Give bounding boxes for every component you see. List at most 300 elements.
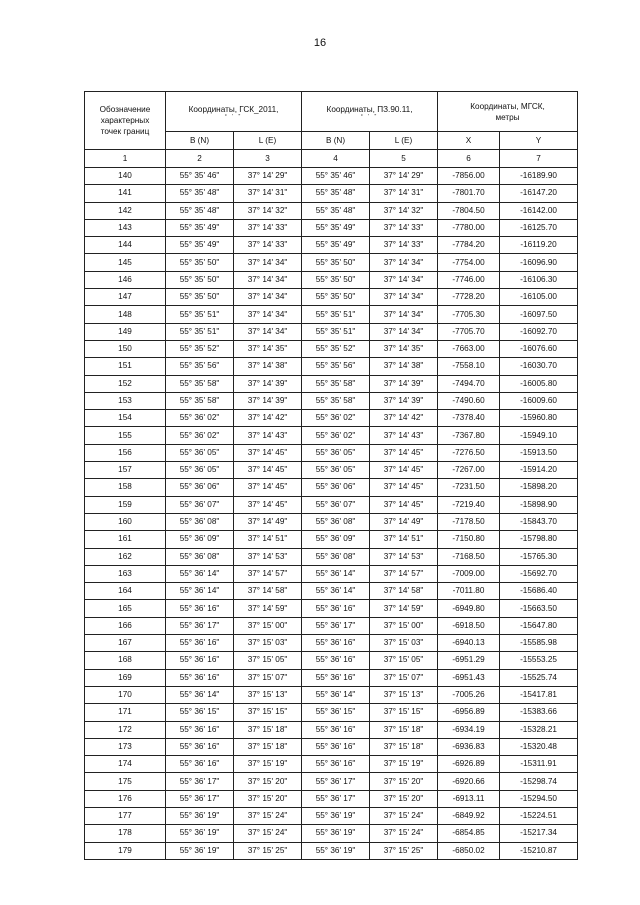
- point-id-cell: 153: [85, 392, 166, 409]
- point-id-cell: 162: [85, 548, 166, 565]
- gsk-l-cell: 37° 14' 33": [234, 219, 302, 236]
- pz-b-cell: 55° 35' 50": [302, 254, 370, 271]
- pz-b-cell: 55° 36' 02": [302, 410, 370, 427]
- mgsk-x-cell: -7168.50: [438, 548, 500, 565]
- pz-l-cell: 37° 14' 33": [370, 237, 438, 254]
- pz-l-cell: 37° 14' 34": [370, 271, 438, 288]
- point-id-cell: 179: [85, 842, 166, 859]
- header-pz9011: [302, 92, 438, 132]
- gsk-b-cell: 55° 35' 49": [166, 219, 234, 236]
- gsk-b-cell: 55° 35' 50": [166, 271, 234, 288]
- table-row: [85, 410, 578, 427]
- gsk-l-cell: 37° 14' 49": [234, 513, 302, 530]
- gsk-b-cell: 55° 36' 16": [166, 635, 234, 652]
- point-id-cell: 163: [85, 565, 166, 582]
- subheader-l-pz: L (E): [370, 132, 438, 150]
- mgsk-y-cell: -16106.30: [500, 271, 578, 288]
- mgsk-x-cell: -7558.10: [438, 358, 500, 375]
- mgsk-x-cell: -6849.92: [438, 807, 500, 824]
- pz-b-cell: 55° 36' 16": [302, 756, 370, 773]
- gsk-b-cell: 55° 36' 19": [166, 825, 234, 842]
- point-id-cell: 144: [85, 237, 166, 254]
- gsk-l-cell: 37° 14' 34": [234, 323, 302, 340]
- gsk-l-cell: 37° 14' 57": [234, 565, 302, 582]
- mgsk-y-cell: -15843.70: [500, 513, 578, 530]
- mgsk-x-cell: -7663.00: [438, 340, 500, 357]
- mgsk-y-cell: -15217.34: [500, 825, 578, 842]
- mgsk-y-cell: -16105.00: [500, 289, 578, 306]
- gsk-l-cell: 37° 14' 45": [234, 444, 302, 461]
- pz-b-cell: 55° 36' 08": [302, 548, 370, 565]
- point-id-cell: 178: [85, 825, 166, 842]
- table-row: [85, 219, 578, 236]
- pz-l-cell: 37° 14' 45": [370, 479, 438, 496]
- gsk-l-cell: 37° 14' 29": [234, 168, 302, 185]
- pz-l-cell: 37° 14' 31": [370, 185, 438, 202]
- point-id-cell: 152: [85, 375, 166, 392]
- point-id-cell: 157: [85, 462, 166, 479]
- column-number: 5: [370, 150, 438, 168]
- pz-b-cell: 55° 36' 14": [302, 583, 370, 600]
- mgsk-x-cell: -7728.20: [438, 289, 500, 306]
- point-id-cell: 176: [85, 790, 166, 807]
- gsk-b-cell: 55° 36' 06": [166, 479, 234, 496]
- mgsk-y-cell: -15898.90: [500, 496, 578, 513]
- pz-b-cell: 55° 35' 50": [302, 271, 370, 288]
- header-pz9011-title: Координаты, ПЗ.90.11,: [326, 104, 413, 114]
- page-number: 16: [313, 37, 327, 49]
- mgsk-y-cell: -16142.00: [500, 202, 578, 219]
- gsk-l-cell: 37° 15' 24": [234, 807, 302, 824]
- gsk-b-cell: 55° 35' 50": [166, 254, 234, 271]
- pz-b-cell: 55° 35' 56": [302, 358, 370, 375]
- gsk-b-cell: 55° 35' 46": [166, 168, 234, 185]
- table-row: [85, 790, 578, 807]
- pz-b-cell: 55° 36' 16": [302, 721, 370, 738]
- point-id-cell: 149: [85, 323, 166, 340]
- pz-l-cell: 37° 14' 35": [370, 340, 438, 357]
- mgsk-y-cell: -15686.40: [500, 583, 578, 600]
- gsk-l-cell: 37° 14' 51": [234, 531, 302, 548]
- gsk-b-cell: 55° 35' 58": [166, 392, 234, 409]
- point-id-cell: 160: [85, 513, 166, 530]
- gsk-b-cell: 55° 35' 58": [166, 375, 234, 392]
- mgsk-x-cell: -6936.83: [438, 738, 500, 755]
- mgsk-y-cell: -16119.20: [500, 237, 578, 254]
- pz-b-cell: 55° 36' 05": [302, 462, 370, 479]
- header-gsk2011-units: ° ' ": [224, 113, 243, 120]
- table-row: [85, 756, 578, 773]
- gsk-l-cell: 37° 15' 00": [234, 617, 302, 634]
- pz-l-cell: 37° 14' 45": [370, 462, 438, 479]
- mgsk-x-cell: -7219.40: [438, 496, 500, 513]
- header-point-line-3: точек границ: [100, 127, 150, 136]
- gsk-b-cell: 55° 36' 19": [166, 842, 234, 859]
- mgsk-x-cell: -7005.26: [438, 686, 500, 703]
- mgsk-y-cell: -16005.80: [500, 375, 578, 392]
- subheader-b-gsk: B (N): [166, 132, 234, 150]
- gsk-b-cell: 55° 36' 16": [166, 669, 234, 686]
- pz-b-cell: 55° 35' 49": [302, 219, 370, 236]
- mgsk-x-cell: -6913.11: [438, 790, 500, 807]
- mgsk-y-cell: -15960.80: [500, 410, 578, 427]
- gsk-l-cell: 37° 14' 45": [234, 462, 302, 479]
- pz-b-cell: 55° 36' 06": [302, 479, 370, 496]
- gsk-b-cell: 55° 36' 14": [166, 583, 234, 600]
- pz-b-cell: 55° 35' 51": [302, 323, 370, 340]
- gsk-b-cell: 55° 35' 48": [166, 185, 234, 202]
- pz-l-cell: 37° 15' 05": [370, 652, 438, 669]
- point-id-cell: 143: [85, 219, 166, 236]
- subheader-l-gsk: L (E): [234, 132, 302, 150]
- table-row: [85, 496, 578, 513]
- pz-b-cell: 55° 35' 50": [302, 289, 370, 306]
- header-gsk2011: [166, 92, 302, 132]
- gsk-l-cell: 37° 14' 43": [234, 427, 302, 444]
- mgsk-x-cell: -6949.80: [438, 600, 500, 617]
- gsk-b-cell: 55° 36' 14": [166, 686, 234, 703]
- gsk-l-cell: 37° 14' 34": [234, 306, 302, 323]
- gsk-b-cell: 55° 36' 09": [166, 531, 234, 548]
- mgsk-x-cell: -7494.70: [438, 375, 500, 392]
- pz-l-cell: 37° 14' 45": [370, 496, 438, 513]
- mgsk-x-cell: -6918.50: [438, 617, 500, 634]
- table-row: [85, 513, 578, 530]
- pz-b-cell: 55° 35' 46": [302, 168, 370, 185]
- gsk-b-cell: 55° 36' 08": [166, 513, 234, 530]
- pz-l-cell: 37° 14' 34": [370, 254, 438, 271]
- table-row: [85, 652, 578, 669]
- point-id-cell: 148: [85, 306, 166, 323]
- table-row: [85, 565, 578, 582]
- gsk-l-cell: 37° 14' 39": [234, 392, 302, 409]
- table-row: [85, 548, 578, 565]
- gsk-b-cell: 55° 36' 17": [166, 790, 234, 807]
- mgsk-y-cell: -16097.50: [500, 306, 578, 323]
- pz-l-cell: 37° 14' 33": [370, 219, 438, 236]
- mgsk-y-cell: -15914.20: [500, 462, 578, 479]
- gsk-l-cell: 37° 15' 05": [234, 652, 302, 669]
- pz-l-cell: 37° 15' 20": [370, 790, 438, 807]
- pz-b-cell: 55° 36' 08": [302, 513, 370, 530]
- pz-b-cell: 55° 36' 19": [302, 842, 370, 859]
- mgsk-y-cell: -15585.98: [500, 635, 578, 652]
- table-row: [85, 340, 578, 357]
- point-id-cell: 164: [85, 583, 166, 600]
- mgsk-x-cell: -6940.13: [438, 635, 500, 652]
- gsk-b-cell: 55° 35' 50": [166, 289, 234, 306]
- point-id-cell: 171: [85, 704, 166, 721]
- pz-l-cell: 37° 14' 39": [370, 375, 438, 392]
- gsk-b-cell: 55° 36' 05": [166, 444, 234, 461]
- table-row: [85, 237, 578, 254]
- mgsk-x-cell: -6920.66: [438, 773, 500, 790]
- point-id-cell: 177: [85, 807, 166, 824]
- gsk-l-cell: 37° 15' 20": [234, 773, 302, 790]
- mgsk-y-cell: -15383.66: [500, 704, 578, 721]
- point-id-cell: 150: [85, 340, 166, 357]
- gsk-l-cell: 37° 15' 07": [234, 669, 302, 686]
- gsk-l-cell: 37° 14' 45": [234, 496, 302, 513]
- mgsk-y-cell: -16096.90: [500, 254, 578, 271]
- table-row: [85, 600, 578, 617]
- gsk-l-cell: 37° 14' 33": [234, 237, 302, 254]
- table-row: [85, 462, 578, 479]
- column-number: 3: [234, 150, 302, 168]
- table-row: [85, 323, 578, 340]
- table-header: [85, 92, 578, 168]
- gsk-b-cell: 55° 35' 49": [166, 237, 234, 254]
- table-row: [85, 202, 578, 219]
- table-row: [85, 686, 578, 703]
- mgsk-y-cell: -16009.60: [500, 392, 578, 409]
- pz-l-cell: 37° 15' 18": [370, 721, 438, 738]
- gsk-b-cell: 55° 36' 17": [166, 617, 234, 634]
- mgsk-y-cell: -16125.70: [500, 219, 578, 236]
- mgsk-x-cell: -7178.50: [438, 513, 500, 530]
- mgsk-x-cell: -7780.00: [438, 219, 500, 236]
- gsk-l-cell: 37° 15' 24": [234, 825, 302, 842]
- table-row: [85, 375, 578, 392]
- mgsk-y-cell: -15298.74: [500, 773, 578, 790]
- pz-b-cell: 55° 35' 51": [302, 306, 370, 323]
- pz-l-cell: 37° 15' 13": [370, 686, 438, 703]
- table-row: [85, 669, 578, 686]
- table-row: [85, 825, 578, 842]
- subheader-x: X: [438, 132, 500, 150]
- table-row: [85, 807, 578, 824]
- mgsk-x-cell: -7011.80: [438, 583, 500, 600]
- pz-b-cell: 55° 36' 16": [302, 738, 370, 755]
- gsk-l-cell: 37° 14' 53": [234, 548, 302, 565]
- gsk-l-cell: 37° 15' 19": [234, 756, 302, 773]
- pz-b-cell: 55° 36' 16": [302, 600, 370, 617]
- pz-l-cell: 37° 14' 57": [370, 565, 438, 582]
- mgsk-x-cell: -6956.89: [438, 704, 500, 721]
- header-mgsk-title: Координаты, МГСК,: [470, 101, 545, 111]
- subheader-b-pz: B (N): [302, 132, 370, 150]
- mgsk-y-cell: -15949.10: [500, 427, 578, 444]
- pz-l-cell: 37° 14' 58": [370, 583, 438, 600]
- pz-b-cell: 55° 36' 15": [302, 704, 370, 721]
- table-row: [85, 306, 578, 323]
- mgsk-y-cell: -15898.20: [500, 479, 578, 496]
- mgsk-y-cell: -16147.20: [500, 185, 578, 202]
- mgsk-y-cell: -15328.21: [500, 721, 578, 738]
- pz-l-cell: 37° 14' 49": [370, 513, 438, 530]
- mgsk-y-cell: -15692.70: [500, 565, 578, 582]
- mgsk-y-cell: -15320.48: [500, 738, 578, 755]
- pz-l-cell: 37° 14' 34": [370, 306, 438, 323]
- gsk-b-cell: 55° 36' 02": [166, 427, 234, 444]
- table-row: [85, 289, 578, 306]
- pz-l-cell: 37° 15' 18": [370, 738, 438, 755]
- gsk-b-cell: 55° 36' 16": [166, 756, 234, 773]
- mgsk-x-cell: -6934.19: [438, 721, 500, 738]
- mgsk-y-cell: -15294.50: [500, 790, 578, 807]
- gsk-l-cell: 37° 15' 18": [234, 721, 302, 738]
- column-number: 4: [302, 150, 370, 168]
- pz-b-cell: 55° 36' 17": [302, 790, 370, 807]
- pz-b-cell: 55° 36' 16": [302, 635, 370, 652]
- pz-l-cell: 37° 15' 07": [370, 669, 438, 686]
- point-id-cell: 140: [85, 168, 166, 185]
- pz-b-cell: 55° 36' 16": [302, 669, 370, 686]
- mgsk-x-cell: -7367.80: [438, 427, 500, 444]
- pz-b-cell: 55° 36' 19": [302, 807, 370, 824]
- table-row: [85, 185, 578, 202]
- pz-l-cell: 37° 14' 34": [370, 289, 438, 306]
- pz-l-cell: 37° 14' 53": [370, 548, 438, 565]
- pz-b-cell: 55° 36' 05": [302, 444, 370, 461]
- mgsk-x-cell: -6926.89: [438, 756, 500, 773]
- gsk-b-cell: 55° 36' 16": [166, 738, 234, 755]
- mgsk-x-cell: -7705.30: [438, 306, 500, 323]
- mgsk-x-cell: -7801.70: [438, 185, 500, 202]
- mgsk-x-cell: -7705.70: [438, 323, 500, 340]
- point-id-cell: 156: [85, 444, 166, 461]
- table-row: [85, 271, 578, 288]
- point-id-cell: 166: [85, 617, 166, 634]
- table-row: [85, 531, 578, 548]
- header-point-line-1: Обозначение: [99, 105, 151, 114]
- point-id-cell: 175: [85, 773, 166, 790]
- pz-b-cell: 55° 36' 19": [302, 825, 370, 842]
- mgsk-x-cell: -6951.43: [438, 669, 500, 686]
- pz-l-cell: 37° 14' 45": [370, 444, 438, 461]
- pz-l-cell: 37° 15' 25": [370, 842, 438, 859]
- pz-b-cell: 55° 36' 17": [302, 773, 370, 790]
- gsk-b-cell: 55° 36' 19": [166, 807, 234, 824]
- header-pz9011-units: ° ' ": [360, 113, 379, 120]
- column-number: 7: [500, 150, 578, 168]
- pz-b-cell: 55° 36' 17": [302, 617, 370, 634]
- subheader-y: Y: [500, 132, 578, 150]
- pz-b-cell: 55° 36' 16": [302, 652, 370, 669]
- gsk-l-cell: 37° 14' 42": [234, 410, 302, 427]
- mgsk-x-cell: -6850.02: [438, 842, 500, 859]
- point-id-cell: 151: [85, 358, 166, 375]
- gsk-b-cell: 55° 36' 02": [166, 410, 234, 427]
- gsk-l-cell: 37° 15' 15": [234, 704, 302, 721]
- pz-l-cell: 37° 15' 15": [370, 704, 438, 721]
- table-body: [85, 168, 578, 860]
- header-point-designation: [85, 92, 166, 150]
- column-number: 2: [166, 150, 234, 168]
- table-row: [85, 479, 578, 496]
- table-row: [85, 583, 578, 600]
- mgsk-y-cell: -15417.81: [500, 686, 578, 703]
- mgsk-y-cell: -15798.80: [500, 531, 578, 548]
- mgsk-x-cell: -7231.50: [438, 479, 500, 496]
- mgsk-y-cell: -16189.90: [500, 168, 578, 185]
- mgsk-y-cell: -16076.60: [500, 340, 578, 357]
- mgsk-x-cell: -7378.40: [438, 410, 500, 427]
- column-numbers-row: [85, 150, 578, 168]
- mgsk-y-cell: -16030.70: [500, 358, 578, 375]
- pz-b-cell: 55° 36' 07": [302, 496, 370, 513]
- mgsk-y-cell: -15647.80: [500, 617, 578, 634]
- pz-b-cell: 55° 35' 48": [302, 185, 370, 202]
- gsk-b-cell: 55° 35' 52": [166, 340, 234, 357]
- pz-l-cell: 37° 15' 00": [370, 617, 438, 634]
- pz-l-cell: 37° 14' 38": [370, 358, 438, 375]
- point-id-cell: 161: [85, 531, 166, 548]
- point-id-cell: 142: [85, 202, 166, 219]
- pz-l-cell: 37° 14' 32": [370, 202, 438, 219]
- mgsk-y-cell: -15311.91: [500, 756, 578, 773]
- mgsk-x-cell: -7746.00: [438, 271, 500, 288]
- point-id-cell: 174: [85, 756, 166, 773]
- table-row: [85, 842, 578, 859]
- mgsk-y-cell: -15663.50: [500, 600, 578, 617]
- gsk-l-cell: 37° 14' 34": [234, 289, 302, 306]
- mgsk-y-cell: -15224.51: [500, 807, 578, 824]
- pz-b-cell: 55° 36' 14": [302, 565, 370, 582]
- mgsk-x-cell: -7856.00: [438, 168, 500, 185]
- mgsk-x-cell: -6951.29: [438, 652, 500, 669]
- gsk-b-cell: 55° 36' 07": [166, 496, 234, 513]
- mgsk-x-cell: -7150.80: [438, 531, 500, 548]
- gsk-l-cell: 37° 14' 32": [234, 202, 302, 219]
- gsk-b-cell: 55° 36' 08": [166, 548, 234, 565]
- gsk-b-cell: 55° 36' 16": [166, 721, 234, 738]
- pz-b-cell: 55° 35' 49": [302, 237, 370, 254]
- mgsk-y-cell: -15525.74: [500, 669, 578, 686]
- gsk-l-cell: 37° 15' 13": [234, 686, 302, 703]
- table-row: [85, 721, 578, 738]
- gsk-b-cell: 55° 36' 16": [166, 652, 234, 669]
- gsk-l-cell: 37° 14' 35": [234, 340, 302, 357]
- point-id-cell: 145: [85, 254, 166, 271]
- pz-b-cell: 55° 35' 58": [302, 375, 370, 392]
- gsk-l-cell: 37° 14' 31": [234, 185, 302, 202]
- gsk-l-cell: 37° 14' 34": [234, 254, 302, 271]
- mgsk-x-cell: -7784.20: [438, 237, 500, 254]
- table-row: [85, 168, 578, 185]
- point-id-cell: 173: [85, 738, 166, 755]
- pz-l-cell: 37° 15' 03": [370, 635, 438, 652]
- table-row: [85, 254, 578, 271]
- gsk-b-cell: 55° 36' 14": [166, 565, 234, 582]
- gsk-l-cell: 37° 15' 20": [234, 790, 302, 807]
- mgsk-x-cell: -7490.60: [438, 392, 500, 409]
- gsk-b-cell: 55° 36' 17": [166, 773, 234, 790]
- table-row: [85, 358, 578, 375]
- gsk-l-cell: 37° 14' 39": [234, 375, 302, 392]
- header-gsk2011-title: Координаты, ГСК_2011,: [188, 104, 279, 114]
- gsk-l-cell: 37° 14' 34": [234, 271, 302, 288]
- pz-l-cell: 37° 14' 29": [370, 168, 438, 185]
- point-id-cell: 167: [85, 635, 166, 652]
- pz-b-cell: 55° 35' 52": [302, 340, 370, 357]
- table-row: [85, 635, 578, 652]
- point-id-cell: 141: [85, 185, 166, 202]
- pz-b-cell: 55° 36' 14": [302, 686, 370, 703]
- table-row: [85, 738, 578, 755]
- mgsk-x-cell: -7804.50: [438, 202, 500, 219]
- gsk-l-cell: 37° 14' 45": [234, 479, 302, 496]
- gsk-l-cell: 37° 15' 18": [234, 738, 302, 755]
- gsk-l-cell: 37° 14' 59": [234, 600, 302, 617]
- gsk-l-cell: 37° 14' 58": [234, 583, 302, 600]
- gsk-b-cell: 55° 35' 51": [166, 323, 234, 340]
- mgsk-y-cell: -16092.70: [500, 323, 578, 340]
- point-id-cell: 155: [85, 427, 166, 444]
- point-id-cell: 165: [85, 600, 166, 617]
- table-row: [85, 617, 578, 634]
- pz-l-cell: 37° 14' 43": [370, 427, 438, 444]
